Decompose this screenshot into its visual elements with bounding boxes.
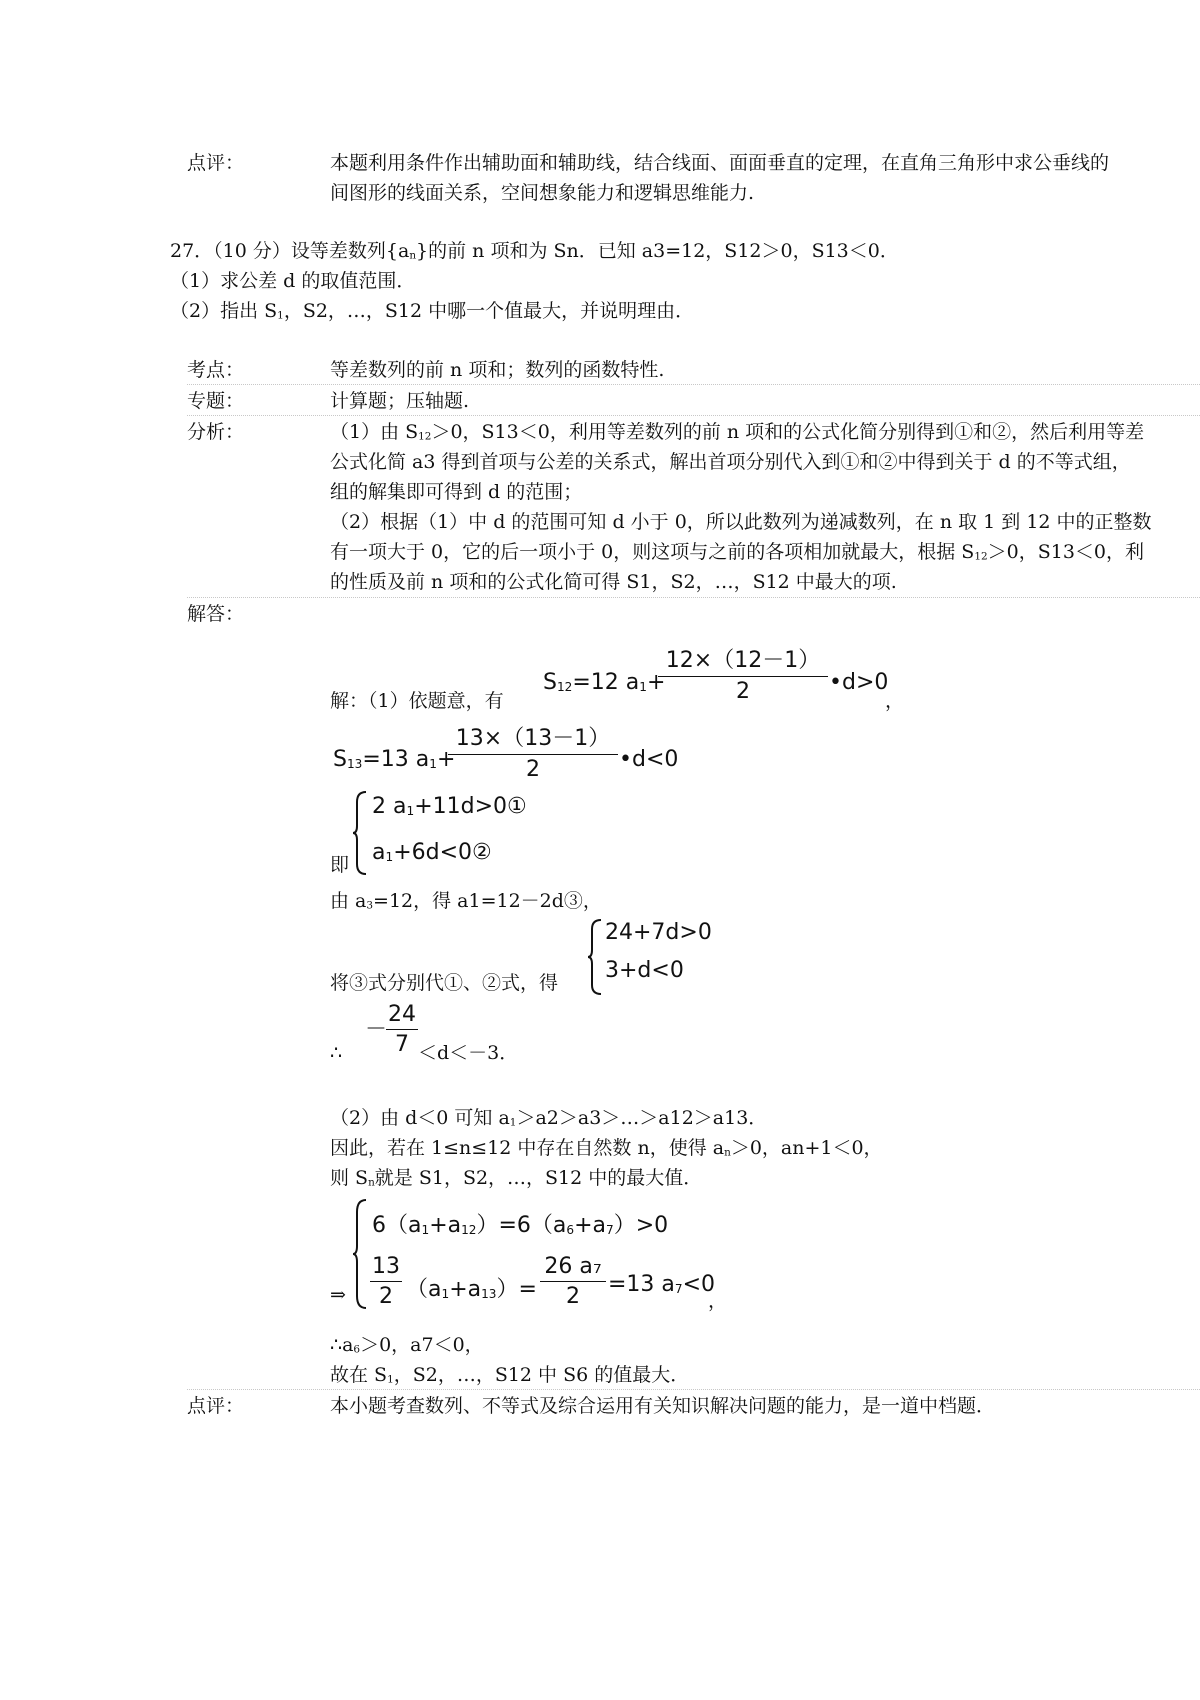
system2-row2: 3+d<0	[605, 958, 684, 983]
question-part1: （1）求公差 d 的取值范围．	[170, 270, 416, 292]
system3-row1: $6(a_1+a_{12})=6(a_6+a_7)>0$	[372, 1213, 669, 1238]
row-divider	[187, 384, 1200, 385]
left-brace	[352, 1198, 370, 1310]
part2-line2: 因此，若在 1≤n≤12 中存在自然数 n，使得 $a_n>0$，an+1＜0，	[330, 1137, 883, 1159]
comment-text-line1: 本题利用条件作出辅助面和辅助线，结合线面、面面垂直的定理，在直角三角形中求公垂线的	[330, 152, 1110, 174]
system3-fraction-13-2: 13 2	[372, 1254, 400, 1309]
implies-symbol: ⇒	[330, 1284, 346, 1306]
kaodian-label: 考点：	[187, 359, 245, 381]
fenxi-label: 分析：	[187, 421, 245, 443]
system3-comma: ，	[708, 1290, 728, 1312]
left-brace	[587, 918, 605, 996]
therefore-symbol: ∴	[330, 1042, 343, 1064]
negative-sign: －	[365, 1017, 388, 1042]
dianping-text: 本小题考查数列、不等式及综合运用有关知识解决问题的能力，是一道中档题．	[330, 1395, 996, 1417]
eq-s12-lhs: $S_{12}=12$ $a_1+$	[543, 670, 666, 695]
row-divider	[187, 597, 1200, 598]
system1-row1: 2 $a_1+11d>0①$	[372, 794, 527, 819]
question-line1: 27．（10 分）设等差数列$\{a_n\}$的前 n 项和为 Sn．已知 a3=12，S12＞0，S13＜0．	[170, 240, 899, 262]
comment-text-line2: 间图形的线面关系，空间想象能力和逻辑思维能力.	[330, 182, 755, 204]
zhuanti-label: 专题：	[187, 390, 245, 412]
final-conclusion: 故在 $S_1$，S2，…，S12 中 S6 的值最大．	[330, 1364, 690, 1386]
question-part2: （2）指出 $S_1$，S2，…，S12 中哪一个值最大，并说明理由．	[170, 300, 695, 322]
comment-label: 点评：	[187, 152, 245, 174]
fenxi-line5: 有一项大于 0，它的后一项小于 0，则这项与之前的各项相加就最大，根据 $S_{12}>0$，S13＜0，利	[330, 541, 1144, 563]
part2-line3: 则 $S_n$就是 S1，S2，…，S12 中的最大值．	[330, 1167, 703, 1189]
eq-s12-fraction: 12×（12－1） 2	[658, 643, 828, 704]
row-divider	[187, 415, 1200, 416]
kaodian-text: 等差数列的前 n 项和；数列的函数特性.	[330, 359, 665, 381]
system3-row2-tail: =13 $a_7<0$	[608, 1272, 716, 1297]
system3-fraction-26a7-2: 26 a₇ 2	[540, 1254, 606, 1309]
plug-in-line: 将③式分别代①、②式，得	[330, 972, 559, 994]
sign-conclusion: $\therefore a_6>0$，a7＜0，	[330, 1334, 484, 1356]
fenxi-line2: 公式化简 a3 得到首项与公差的关系式，解出首项分别代入到①和②中得到关于 d 的不等式组，	[330, 451, 1131, 473]
fenxi-line1: （1）由 $S_{12}>0$，S13＜0，利用等差数列的前 n 项和的公式化简分别得到①和②，然后利用等差	[330, 421, 1145, 443]
left-brace	[352, 790, 370, 876]
range-tail: ＜d＜－3．	[418, 1042, 519, 1064]
system1-row2: $a_1+6d<0②$	[372, 840, 492, 865]
system2-row1: 24+7d>0	[605, 920, 712, 945]
eq-s12-tail: •d>0	[829, 670, 889, 695]
zhuanti-text: 计算题；压轴题.	[330, 390, 470, 412]
eq-s12-comma: ，	[885, 690, 905, 712]
row-divider	[187, 1389, 1200, 1390]
eq-s13-fraction: 13×（13－1） 2	[448, 721, 618, 782]
fenxi-line3: 组的解集即可得到 d 的范围；	[330, 481, 583, 503]
system3-row2-mid: $(a_1+a_{13})=$	[406, 1277, 537, 1302]
fenxi-line6: 的性质及前 n 项和的公式化简可得 S1，S2，…，S12 中最大的项.	[330, 571, 897, 593]
jieda-label: 解答：	[187, 603, 245, 625]
eq-s13-tail: •d<0	[619, 747, 679, 772]
ji-word: 即	[330, 854, 350, 876]
substitution-line: 由 $a_3=12$，得 a1=12－2d③，	[330, 890, 602, 912]
solution-intro: 解：（1）依题意，有	[330, 690, 504, 712]
range-fraction: 24 7	[388, 1002, 416, 1057]
fenxi-line4: （2）根据（1）中 d 的范围可知 d 小于 0，所以此数列为递减数列，在 n 取 1 到 12 中的正整数	[330, 511, 1152, 533]
eq-s13-lhs: $S_{13}=13$ $a_1+$	[333, 747, 456, 772]
dianping-label: 点评：	[187, 1395, 245, 1417]
part2-line1: （2）由 d＜0 可知 $a_1>a2>a3>\dots>a12>a13$．	[330, 1107, 768, 1129]
